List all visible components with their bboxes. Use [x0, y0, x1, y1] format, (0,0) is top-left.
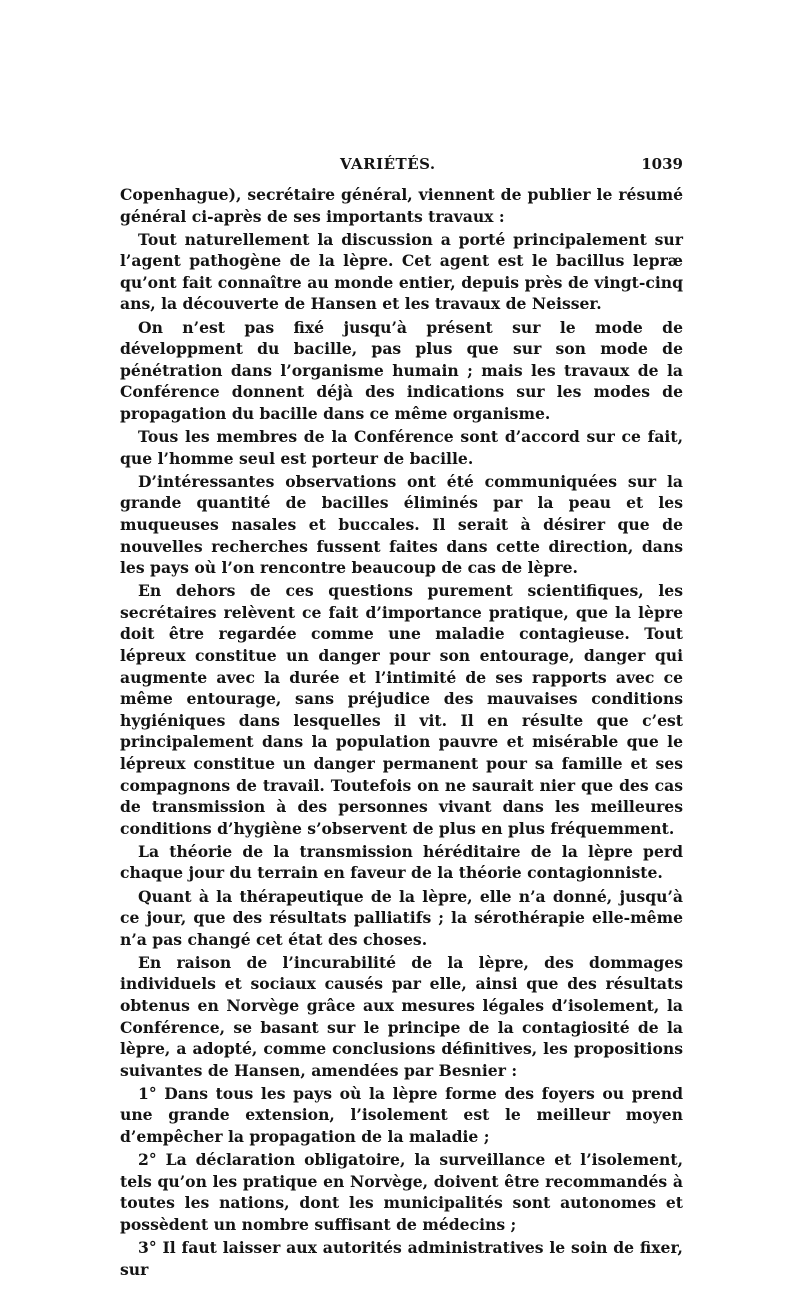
running-head — [120, 155, 683, 179]
list-item-2: 2° La déclaration obligatoire, la surveillance et l’isolement, tels qu’on les pratique en Norvège, doivent être recommandés à toutes les nations, dont les municipalités sont autonomes et possèdent un nombre suffisant de médecins ; — [120, 1150, 683, 1234]
paragraph-observations: D’intéressantes observations ont été communiquées sur la grande quantité de bacilles éliminés par la peau et les muqueuses nasales et buccales. Il serait à désirer que de nouvelles recherches fussent faites dans cette direction, dans les pays où l’on rencontre beaucoup de cas de lèpre. — [120, 471, 683, 578]
page-number: 1039 — [641, 155, 683, 173]
paragraph-development: On n’est pas fixé jusqu’à présent sur le mode de développment du bacille, pas plus que sur son mode de pénétration dans l’organisme humain ; mais les travaux de la Conférence donnent déjà des indications sur les modes de propagation du bacille dans ce même organisme. — [120, 317, 683, 423]
paragraph-heredity: La théorie de la transmission héréditaire de la lèpre perd chaque jour du terrain en faveur de la théorie contagionniste. — [120, 841, 683, 883]
list-item-1: 1° Dans tous les pays où la lèpre forme des foyers ou prend une grande extension, l’isolement est le meilleur moyen d’empêcher la propagation de la maladie ; — [120, 1083, 683, 1147]
paragraph-agent: Tout naturellement la discussion a porté principalement sur l’agent pathogène de la lèpre. Cet agent est le bacillus lepræ qu’ont fait connaître au monde entier, depuis près de vingt-cinq ans, la découverte de Hansen et les travaux de Neisser. — [120, 229, 683, 314]
body-text — [120, 184, 683, 1282]
paragraph-contagion: En dehors de ces questions purement scientifiques, les secrétaires relèvent ce fait d’importance pratique, que la lèpre doit être regardée comme une maladie contagieuse. Tout lépreux constitue un danger pour son entourage, danger qui augmente avec la durée et l’intimité de ses rapports avec ce même entourage, sans préjudice des mauvaises conditions hygiéniques dans lesquelles il vit. Il en résulte que c’est principalement dans la population pauvre et misérable que le lépreux constitue un danger permanent pour sa famille et ses compagnons de travail. Toutefois on ne saurait nier que des cas de transmission à des personnes vivant dans les meilleures conditions d’hygiène s’observent de plus en plus fréquemment. — [120, 581, 683, 838]
paragraph-intro: Copenhague), secrétaire général, viennent de publier le résumé général ci-après de ses importants travaux : — [120, 185, 683, 226]
paragraph-conclusions: En raison de l’incurabilité de la lèpre, des dommages individuels et sociaux causés par elle, ainsi que des résultats obtenus en Norvège grâce aux mesures légales d’isolement, la Conférence, se basant sur le principe de la contagiosité de la lèpre, a adopté, comme conclusions définitives, les propositions suivantes de Hansen, amendées par Besnier : — [120, 952, 683, 1080]
list-item-3: 3° Il faut laisser aux autorités administratives le soin de fixer, sur — [120, 1238, 683, 1279]
running-title: VARIÉTÉS. — [340, 155, 436, 173]
paragraph-carrier: Tous les membres de la Conférence sont d’accord sur ce fait, que l’homme seul est porteur de bacille. — [120, 427, 683, 468]
paragraph-therapy: Quant à la thérapeutique de la lèpre, elle n’a donné, jusqu’à ce jour, que des résultats palliatifs ; la sérothérapie elle-même n’a pas changé cet état des choses. — [120, 886, 683, 949]
